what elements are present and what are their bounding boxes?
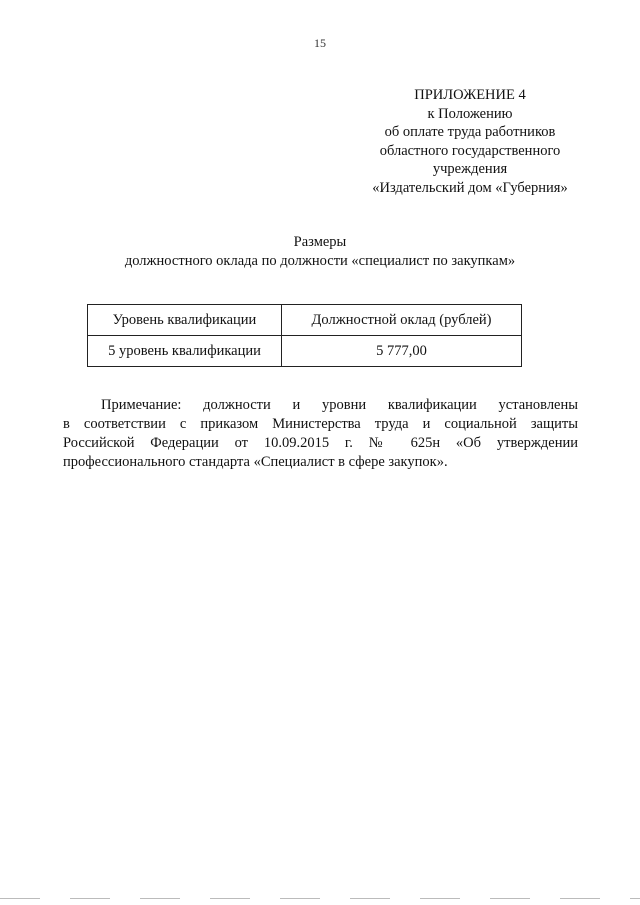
- salary-table: [87, 304, 522, 367]
- appendix-line: учреждения: [432, 161, 508, 177]
- page-number: 15: [314, 36, 326, 50]
- document-title: [0, 233, 640, 270]
- note-line: Российской Федерации от 10.09.2015 г. № 625н «Об утверждении: [63, 435, 578, 451]
- appendix-title: ПРИЛОЖЕНИЕ 4: [414, 87, 526, 103]
- table-row: [88, 336, 522, 367]
- column-header-qualification: Уровень квалификации: [88, 305, 282, 336]
- note-paragraph: [63, 396, 578, 472]
- appendix-header: [360, 86, 580, 197]
- title-line-2: должностного оклада по должности «специалист по закупкам»: [124, 252, 516, 269]
- scan-artifact-line: [0, 898, 640, 899]
- note-line: в соответствии с приказом Министерства труда и социальной защиты: [63, 416, 578, 432]
- appendix-line: областного государственного: [379, 142, 561, 159]
- table-header-row: [88, 305, 522, 336]
- title-line-1: Размеры: [293, 234, 347, 250]
- appendix-line: к Положению: [427, 105, 513, 122]
- salary-cell: 5 777,00: [282, 336, 522, 367]
- note-line: Примечание: должности и уровни квалификации установлены: [101, 397, 578, 413]
- qualification-cell: 5 уровень квалификации: [88, 336, 282, 367]
- note-line: профессионального стандарта «Специалист в сфере закупок».: [63, 454, 448, 470]
- appendix-line: «Издательский дом «Губерния»: [372, 179, 568, 196]
- appendix-line: об оплате труда работников: [384, 124, 556, 140]
- column-header-salary: Должностной оклад (рублей): [282, 305, 522, 336]
